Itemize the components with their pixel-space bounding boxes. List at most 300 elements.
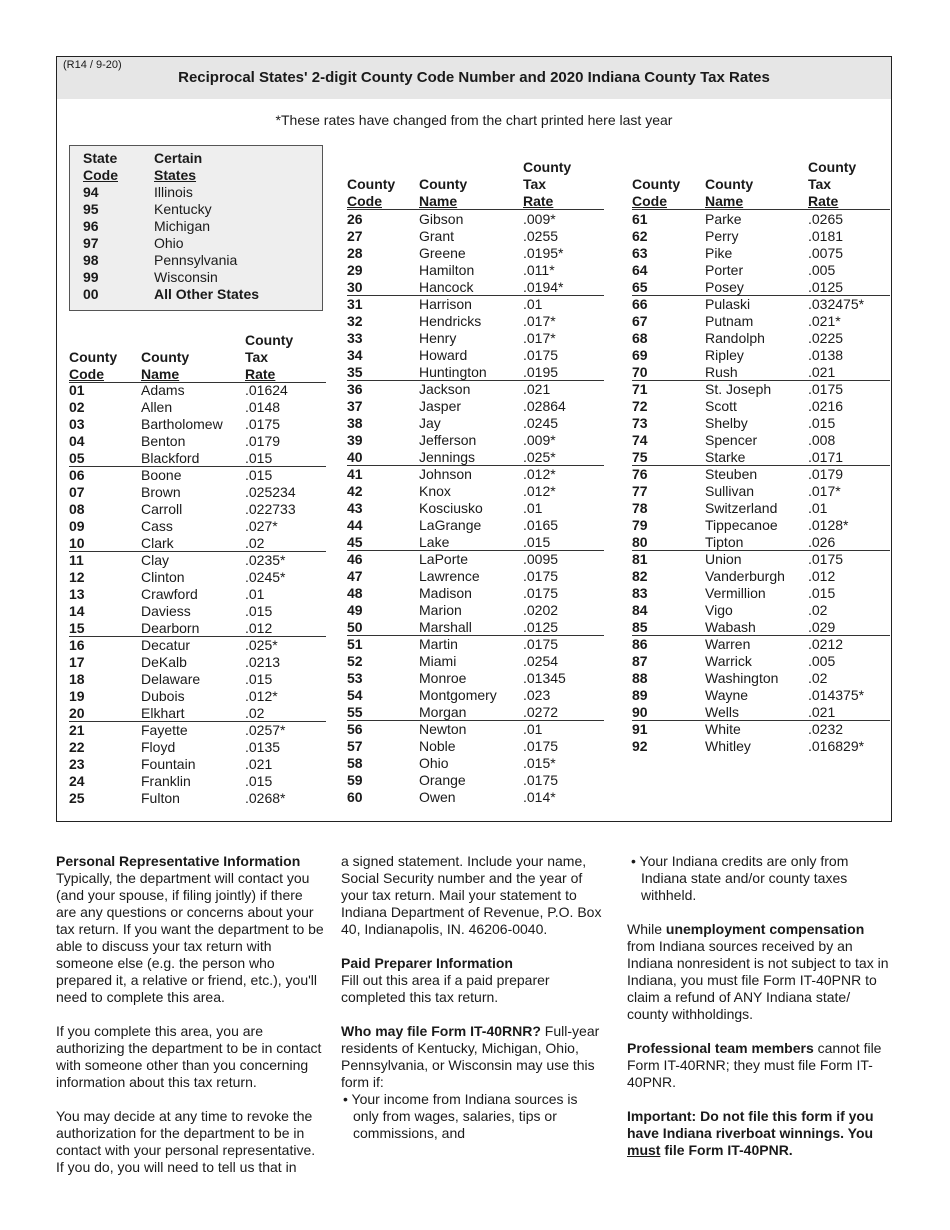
header-rule <box>632 209 890 210</box>
county-row <box>632 279 890 296</box>
state-code: 94 <box>83 184 99 200</box>
county-row <box>347 602 604 619</box>
county-code: 22 <box>69 739 85 755</box>
county-code: 88 <box>632 670 648 686</box>
county-row <box>69 552 326 569</box>
header-rate: Rate <box>808 193 839 209</box>
county-name: Crawford <box>141 586 198 602</box>
header-code-county: County <box>632 176 681 192</box>
county-row <box>632 517 890 534</box>
county-rate: .017* <box>808 483 841 499</box>
county-code: 27 <box>347 228 363 244</box>
county-code: 55 <box>347 704 363 720</box>
county-rate: .0175 <box>523 772 559 788</box>
county-code: 46 <box>347 551 363 567</box>
county-rate: .011* <box>523 262 555 278</box>
county-code: 87 <box>632 653 648 669</box>
county-rate: .0175 <box>523 347 559 363</box>
eligibility-bullet-1: • Your income from Indiana sources is only from wages, salaries, tips or commissions, and <box>343 1091 578 1141</box>
county-row <box>632 415 890 432</box>
county-code: 36 <box>347 381 363 397</box>
county-row <box>632 364 890 381</box>
form-id: (R14 / 9-20) <box>63 59 122 71</box>
county-rate: .0171 <box>808 449 844 465</box>
county-name: Jasper <box>419 398 462 414</box>
county-name: Pike <box>705 245 733 261</box>
county-rate: .012* <box>523 483 556 499</box>
county-rate: .012* <box>245 688 278 704</box>
header-rate-county: County <box>245 332 294 348</box>
county-name: White <box>705 721 741 737</box>
county-code: 39 <box>347 432 363 448</box>
eligibility-bullet-2: • Your Indiana credits are only from Indiana state and/or county taxes withheld. <box>631 853 849 903</box>
county-row <box>347 738 604 755</box>
county-name: Lake <box>419 534 450 550</box>
county-row <box>347 313 604 330</box>
state-row <box>70 252 322 269</box>
county-row <box>347 279 604 296</box>
county-row <box>347 534 604 551</box>
county-name: Blackford <box>141 450 200 466</box>
county-code: 66 <box>632 296 648 312</box>
county-rate: .027* <box>245 518 278 534</box>
county-rate: .0255 <box>523 228 559 244</box>
county-code: 23 <box>69 756 85 772</box>
county-name: Clinton <box>141 569 185 585</box>
county-name: Shelby <box>705 415 748 431</box>
county-code: 86 <box>632 636 648 652</box>
county-row <box>347 636 604 653</box>
county-rate: .0165 <box>523 517 559 533</box>
county-rate: .02 <box>808 670 828 686</box>
county-name: Monroe <box>419 670 467 686</box>
county-rate: .009* <box>523 432 556 448</box>
county-code: 91 <box>632 721 648 737</box>
county-rate: .01 <box>523 721 543 737</box>
county-code: 04 <box>69 433 85 449</box>
county-code: 07 <box>69 484 85 500</box>
county-code: 01 <box>69 382 85 398</box>
county-name: Hancock <box>419 279 474 295</box>
county-code: 62 <box>632 228 648 244</box>
county-name: Johnson <box>419 466 472 482</box>
county-row <box>347 415 604 432</box>
county-name: Knox <box>419 483 451 499</box>
county-name: Scott <box>705 398 737 414</box>
county-name: LaGrange <box>419 517 482 533</box>
state-name: Pennsylvania <box>154 252 238 268</box>
county-rate: .01624 <box>245 382 288 398</box>
county-code: 82 <box>632 568 648 584</box>
county-rate: .015* <box>523 755 556 771</box>
county-row <box>69 790 326 807</box>
county-row <box>632 432 890 449</box>
county-rate: .0245* <box>245 569 286 585</box>
personal-rep-p1: Typically, the department will contact you (and your spouse, if filing jointly) if there are any questions or concerns about your tax return. If you want the department to be able to discuss your tax return with someone else (e.g. the person who prepared it, a relative or friend, etc.), you'll need to complete this area. <box>56 870 324 1005</box>
county-rate: .02 <box>245 535 265 551</box>
county-rate: .008 <box>808 432 836 448</box>
county-code: 13 <box>69 586 85 602</box>
county-code: 57 <box>347 738 363 754</box>
county-code: 11 <box>69 552 84 568</box>
state-header-certain: Certain <box>154 150 203 166</box>
who-may-file-para <box>341 1023 603 1091</box>
county-code: 41 <box>347 466 363 482</box>
county-rate: .02864 <box>523 398 566 414</box>
county-rate: .02 <box>245 705 265 721</box>
county-code: 83 <box>632 585 648 601</box>
county-name: Jennings <box>419 449 476 465</box>
county-row <box>632 534 890 551</box>
county-name: Bartholomew <box>141 416 223 432</box>
county-row <box>347 772 604 789</box>
county-rate: .023 <box>523 687 551 703</box>
county-row <box>347 364 604 381</box>
state-name: Illinois <box>154 184 193 200</box>
county-name: Boone <box>141 467 182 483</box>
eligibility-bullet-2-text: Your Indiana credits are only from Indiana state and/or county taxes withheld. <box>639 853 849 903</box>
county-name: Marion <box>419 602 462 618</box>
county-name: Warren <box>705 636 751 652</box>
state-code-box <box>69 145 323 311</box>
chart-title: Reciprocal States' 2-digit County Code Number and 2020 Indiana County Tax Rates <box>178 69 770 86</box>
state-row <box>70 269 322 286</box>
state-name: Michigan <box>154 218 211 234</box>
county-rate: .025234 <box>245 484 296 500</box>
county-row <box>632 704 890 721</box>
county-rate: .015 <box>245 773 273 789</box>
county-rate: .015 <box>808 585 836 601</box>
county-code: 29 <box>347 262 363 278</box>
county-rate: .0216 <box>808 398 844 414</box>
county-name: Jay <box>419 415 441 431</box>
state-code: 98 <box>83 252 99 268</box>
county-name: Vanderburgh <box>705 568 785 584</box>
county-name: Newton <box>419 721 467 737</box>
county-row <box>632 228 890 245</box>
county-rate: .005 <box>808 262 836 278</box>
header-name-county: County <box>141 349 190 365</box>
instructions-col-2 <box>341 853 603 1142</box>
county-row <box>632 330 890 347</box>
pro-team-bold: Professional team members <box>627 1040 814 1056</box>
county-rate: .0075 <box>808 245 844 261</box>
county-name: Greene <box>419 245 466 261</box>
county-row <box>632 551 890 568</box>
county-row <box>632 687 890 704</box>
state-code: 97 <box>83 235 99 251</box>
county-code: 40 <box>347 449 363 465</box>
county-name: Montgomery <box>419 687 497 703</box>
county-name: Floyd <box>141 739 176 755</box>
state-header-code: Code <box>83 167 118 183</box>
instructions-col-3 <box>627 853 889 1159</box>
county-row <box>69 739 326 756</box>
county-row <box>69 450 326 467</box>
county-rate: .0212 <box>808 636 844 652</box>
county-rate: .0125 <box>523 619 559 635</box>
county-code: 06 <box>69 467 85 483</box>
county-row <box>347 347 604 364</box>
header-rule <box>347 209 604 210</box>
county-row <box>632 313 890 330</box>
state-name: Ohio <box>154 235 184 251</box>
county-rate: .0125 <box>808 279 844 295</box>
county-row <box>347 704 604 721</box>
county-rate: .0175 <box>523 738 559 754</box>
county-rate: .025* <box>523 449 556 465</box>
county-rate: .009* <box>523 211 556 227</box>
county-code: 52 <box>347 653 363 669</box>
header-rate-county: County <box>808 159 857 175</box>
county-code: 44 <box>347 517 363 533</box>
county-name: Madison <box>419 585 472 601</box>
county-code: 37 <box>347 398 363 414</box>
personal-rep-heading: Personal Representative Information <box>56 853 301 869</box>
county-row <box>632 636 890 653</box>
county-row <box>69 654 326 671</box>
state-name: All Other States <box>154 286 260 302</box>
county-name: Jefferson <box>419 432 477 448</box>
county-row <box>347 398 604 415</box>
county-row <box>69 535 326 552</box>
county-name: Putnam <box>705 313 754 329</box>
county-row <box>347 262 604 279</box>
county-rate: .0175 <box>523 568 559 584</box>
county-row <box>69 501 326 518</box>
county-row <box>69 603 326 620</box>
personal-rep-p3: You may decide at any time to revoke the authorization for the department to be in contact with your personal representative. If you do, you will need to tell us that in <box>56 1108 316 1175</box>
county-name: St. Joseph <box>705 381 772 397</box>
county-row <box>632 483 890 500</box>
county-name: Martin <box>419 636 458 652</box>
eligibility-bullet-1-text: Your income from Indiana sources is only from wages, salaries, tips or commissions, and <box>351 1091 578 1141</box>
county-name: Marshall <box>419 619 472 635</box>
county-name: Miami <box>419 653 457 669</box>
county-row <box>69 688 326 705</box>
county-row <box>69 756 326 773</box>
county-name: Ohio <box>419 755 449 771</box>
header-code: Code <box>347 193 382 209</box>
county-name: Pulaski <box>705 296 751 312</box>
county-name: Kosciusko <box>419 500 483 516</box>
county-row <box>632 585 890 602</box>
county-row <box>632 262 890 279</box>
county-code: 34 <box>347 347 363 363</box>
county-rate: .025* <box>245 637 278 653</box>
county-row <box>632 449 890 466</box>
county-row <box>69 773 326 790</box>
county-code: 63 <box>632 245 648 261</box>
county-row <box>347 789 604 806</box>
state-code: 95 <box>83 201 99 217</box>
county-row <box>69 620 326 637</box>
changed-rates-note: *These rates have changed from the chart printed here last year <box>275 112 673 128</box>
county-row <box>347 670 604 687</box>
county-row <box>347 296 604 313</box>
county-name: Steuben <box>705 466 758 482</box>
county-code: 80 <box>632 534 648 550</box>
county-code: 67 <box>632 313 648 329</box>
county-rate: .0148 <box>245 399 281 415</box>
state-row <box>70 201 322 218</box>
county-code: 15 <box>69 620 85 636</box>
county-name: Hamilton <box>419 262 475 278</box>
header-rate-county: County <box>523 159 572 175</box>
header-rate: Rate <box>523 193 554 209</box>
county-rate: .021 <box>523 381 551 397</box>
county-code: 73 <box>632 415 648 431</box>
county-rate: .017* <box>523 313 556 329</box>
county-code: 43 <box>347 500 363 516</box>
state-code: 99 <box>83 269 99 285</box>
important-text-2: file Form IT-40PNR. <box>660 1142 793 1158</box>
state-row <box>70 235 322 252</box>
county-name: Warrick <box>705 653 752 669</box>
county-name: Posey <box>705 279 744 295</box>
county-code: 48 <box>347 585 363 601</box>
county-code: 42 <box>347 483 363 499</box>
important-text-1: Important: Do not file this form if you have Indiana riverboat winnings. You <box>627 1108 874 1141</box>
state-name: Kentucky <box>154 201 212 217</box>
county-code: 20 <box>69 705 85 721</box>
county-row <box>69 433 326 450</box>
county-name: Franklin <box>141 773 191 789</box>
county-code: 78 <box>632 500 648 516</box>
county-code: 56 <box>347 721 363 737</box>
county-code: 53 <box>347 670 363 686</box>
county-name: Jackson <box>419 381 471 397</box>
county-rate: .032475* <box>808 296 865 312</box>
county-code: 76 <box>632 466 648 482</box>
county-row <box>632 211 890 228</box>
county-name: Noble <box>419 738 456 754</box>
county-code: 85 <box>632 619 648 635</box>
header-name-county: County <box>705 176 754 192</box>
county-row <box>69 467 326 484</box>
county-row <box>347 330 604 347</box>
county-code: 26 <box>347 211 363 227</box>
county-code: 58 <box>347 755 363 771</box>
county-row <box>632 653 890 670</box>
header-rate-tax: Tax <box>808 176 832 192</box>
county-code: 02 <box>69 399 85 415</box>
county-rate: .0272 <box>523 704 559 720</box>
county-name: Daviess <box>141 603 191 619</box>
county-rate: .01 <box>808 500 828 516</box>
county-row <box>69 722 326 739</box>
pro-team-para <box>627 1040 889 1091</box>
county-code: 28 <box>347 245 363 261</box>
county-name: Wabash <box>705 619 756 635</box>
county-code: 17 <box>69 654 85 670</box>
county-name: Adams <box>141 382 185 398</box>
personal-rep-p2: If you complete this area, you are authorizing the department to be in contact with someone other than you concerning information about this tax return. <box>56 1023 322 1090</box>
county-code: 89 <box>632 687 648 703</box>
county-rate: .022733 <box>245 501 296 517</box>
county-name: Hendricks <box>419 313 482 329</box>
paid-preparer-text: Fill out this area if a paid preparer completed this tax return. <box>341 972 550 1005</box>
header-code: Code <box>632 193 667 209</box>
county-code: 49 <box>347 602 363 618</box>
county-name: Fayette <box>141 722 188 738</box>
important-must: must <box>627 1142 661 1158</box>
county-name: Perry <box>705 228 739 244</box>
county-rate: .0202 <box>523 602 559 618</box>
county-code: 47 <box>347 568 363 584</box>
county-code: 14 <box>69 603 85 619</box>
header-name: Name <box>705 193 744 209</box>
county-name: Starke <box>705 449 746 465</box>
instructions-col-1 <box>56 853 324 1176</box>
county-name: Spencer <box>705 432 758 448</box>
county-code: 69 <box>632 347 648 363</box>
county-name: Elkhart <box>141 705 185 721</box>
county-row <box>347 483 604 500</box>
state-row <box>70 286 322 303</box>
header-rate-tax: Tax <box>523 176 547 192</box>
county-name: Gibson <box>419 211 464 227</box>
county-name: Switzerland <box>705 500 778 516</box>
county-code: 03 <box>69 416 85 432</box>
county-name: DeKalb <box>141 654 187 670</box>
county-row <box>69 484 326 501</box>
county-rate: .0095 <box>523 551 559 567</box>
county-name: Porter <box>705 262 744 278</box>
county-code: 25 <box>69 790 85 806</box>
who-may-file-text: Full-year residents of Kentucky, Michigan, Ohio, Pennsylvania, or Wisconsin may use this form if: <box>341 1023 600 1090</box>
county-code: 54 <box>347 687 363 703</box>
county-code: 19 <box>69 688 85 704</box>
county-rate: .016829* <box>808 738 865 754</box>
county-rate: .01 <box>523 500 543 516</box>
county-code: 74 <box>632 432 648 448</box>
county-name: Fountain <box>141 756 196 772</box>
state-name: Wisconsin <box>154 269 218 285</box>
county-rate: .0235* <box>245 552 286 568</box>
county-row <box>632 296 890 313</box>
county-rate: .0135 <box>245 739 281 755</box>
county-rate: .0195* <box>523 245 564 261</box>
county-code: 70 <box>632 364 648 380</box>
county-rate: .0175 <box>808 381 844 397</box>
county-name: Grant <box>419 228 455 244</box>
county-row <box>347 687 604 704</box>
county-rate: .0179 <box>808 466 844 482</box>
county-rate: .0175 <box>245 416 281 432</box>
county-code: 21 <box>69 722 85 738</box>
county-name: Vigo <box>705 602 733 618</box>
county-rate: .0257* <box>245 722 286 738</box>
unemployment-post: from Indiana sources received by an Indiana nonresident is not subject to tax in Indiana, you must file Form IT-40PNR to claim a refund of ANY Indiana state/ county withholdings. <box>627 938 889 1022</box>
county-name: Parke <box>705 211 742 227</box>
county-rate: .0195 <box>523 364 559 380</box>
state-row <box>70 184 322 201</box>
rate-chart-frame <box>56 56 892 822</box>
county-rate: .0265 <box>808 211 844 227</box>
county-rate: .0254 <box>523 653 559 669</box>
county-row <box>69 705 326 722</box>
county-rate: .026 <box>808 534 836 550</box>
county-row <box>632 670 890 687</box>
county-name: Ripley <box>705 347 744 363</box>
county-row <box>632 381 890 398</box>
county-code: 24 <box>69 773 85 789</box>
county-code: 31 <box>347 296 363 312</box>
county-rate: .01 <box>523 296 543 312</box>
county-code: 60 <box>347 789 363 805</box>
county-name: Benton <box>141 433 186 449</box>
